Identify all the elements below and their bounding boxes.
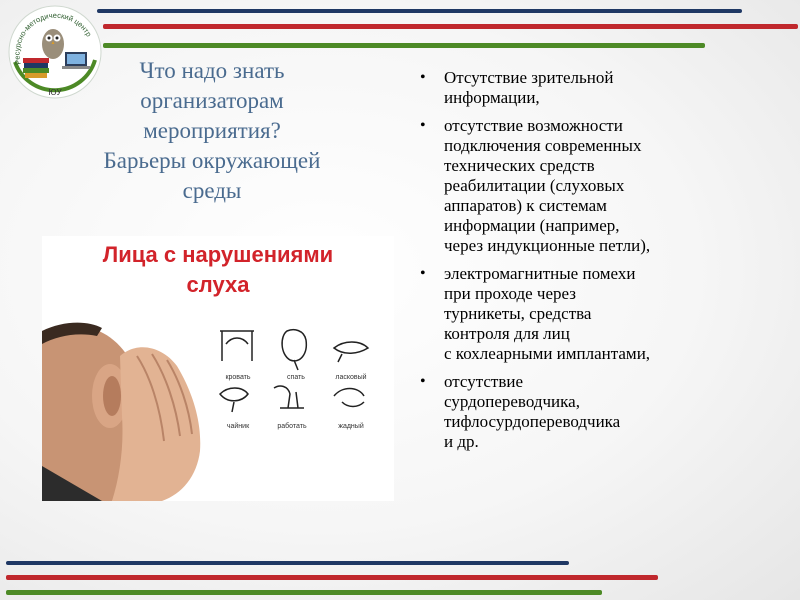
- list-item-line: электромагнитные помехи: [444, 264, 636, 283]
- list-item-line: сурдопереводчика,: [444, 392, 580, 411]
- list-item-line: при проходе через: [444, 284, 576, 303]
- title-line: Барьеры окружающей: [103, 148, 321, 173]
- title-line: мероприятия?: [143, 118, 281, 143]
- bullet-dot-icon: •: [420, 373, 426, 390]
- bottom-stripe-green: [6, 590, 602, 595]
- title-line: Что надо знать: [139, 58, 285, 83]
- logo-arc-text: Ресурсно-методический центр: [12, 10, 94, 66]
- sign-label: чайник: [226, 423, 250, 430]
- top-stripe-green: [103, 43, 705, 48]
- sign-label: спать: [287, 374, 305, 381]
- list-item-line: тифлосурдопереводчика: [444, 412, 621, 431]
- list-item-line: информации (например,: [444, 216, 620, 235]
- sign-label: кровать: [225, 374, 251, 381]
- list-item-line: технических средств: [444, 156, 595, 175]
- bullet-dot-icon: •: [420, 265, 426, 282]
- list-item-line: и др.: [444, 432, 479, 451]
- hearing-impairment-illustration: [42, 236, 394, 501]
- bullet-dot-icon: •: [420, 69, 426, 86]
- top-stripe-blue: [97, 9, 742, 13]
- list-item: [420, 116, 780, 256]
- list-item-line: подключения современных: [444, 136, 642, 155]
- logo-bottom-text: ЮУ: [48, 88, 62, 97]
- list-item: [420, 372, 780, 452]
- list-item-line: через индукционные петли),: [444, 236, 651, 255]
- title-line: среды: [182, 178, 242, 203]
- top-stripe-red: [103, 24, 798, 29]
- list-item: [420, 68, 780, 108]
- heading-line: слуха: [186, 272, 250, 297]
- illustration-heading: [42, 240, 394, 300]
- list-item-line: отсутствие возможности: [444, 116, 623, 135]
- list-item-line: Отсутствие зрительной: [444, 68, 614, 87]
- bottom-stripe-red: [6, 575, 658, 580]
- list-item-line: информации,: [444, 88, 540, 107]
- sign-label: работать: [277, 423, 307, 430]
- list-item-line: реабилитации (слуховых: [444, 176, 625, 195]
- sign-label: жадный: [338, 423, 364, 430]
- barriers-list: [420, 68, 780, 460]
- bullet-dot-icon: •: [420, 117, 426, 134]
- list-item-line: с кохлеарными имплантами,: [444, 344, 651, 363]
- list-item-line: контроля для лиц: [444, 324, 570, 343]
- list-item-line: турникеты, средства: [444, 304, 592, 323]
- list-item-line: отсутствие: [444, 372, 524, 391]
- heading-line: Лица с нарушениями: [102, 242, 334, 267]
- slide-title: [42, 56, 382, 206]
- list-item: [420, 264, 780, 364]
- list-item-line: аппаратов) к системам: [444, 196, 607, 215]
- bottom-stripe-blue: [6, 561, 569, 565]
- title-line: организаторам: [140, 88, 284, 113]
- sign-label: ласковый: [335, 374, 367, 381]
